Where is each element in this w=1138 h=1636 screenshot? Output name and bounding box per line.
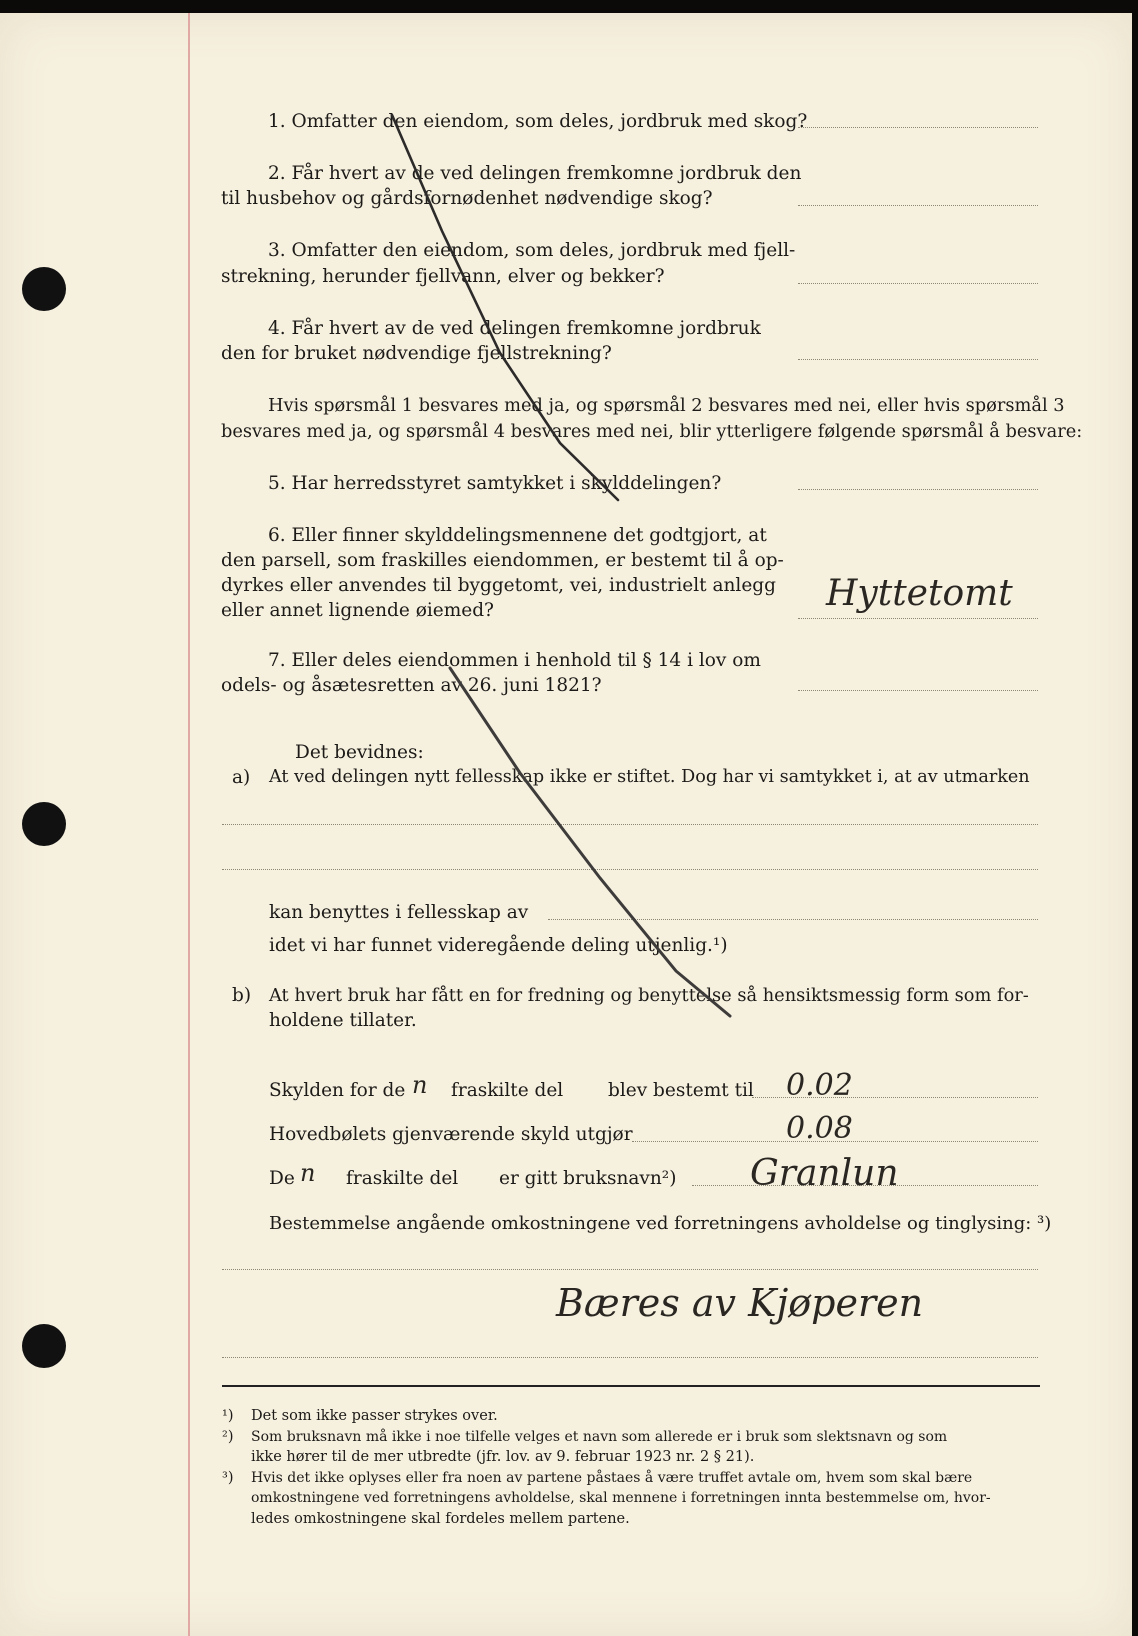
footnote-2-line-2: ikke hører til de mer utbredte (jfr. lov. av 9. februar 1923 nr. 2 § 21). <box>251 1449 755 1465</box>
hoved-value: 0.08 <box>786 1111 853 1146</box>
cost-value: Bæres av Kjøperen <box>556 1281 924 1325</box>
question-4-line-2: den for bruket nødvendige fjellstrekning? <box>221 343 612 364</box>
attest-a-line-2: kan benyttes i fellesskap av <box>269 902 529 923</box>
attest-heading: Det bevidnes: <box>295 742 424 763</box>
question-6-line-1: 6. Eller finner skylddelingsmennene det godtgjort, at <box>268 525 767 546</box>
question-1: 1. Omfatter den eiendom, som deles, jordbruk med skog? <box>268 111 808 132</box>
bruk-label-3: er gitt bruksnavn²) <box>499 1168 677 1189</box>
skyld-handwritten-n: n <box>412 1071 428 1099</box>
hoved-label: Hovedbølets gjenværende skyld utgjør <box>269 1124 633 1145</box>
condition-line-2: besvares med ja, og spørsmål 4 besvares med nei, blir ytterligere følgende spørsmål å besvare: <box>221 421 1083 442</box>
handwritten-answer-6: Hyttetomt <box>826 573 1013 614</box>
footnote-2-line-1: Som bruksnavn må ikke i noe tilfelle velges et navn som allerede er i bruk som slektsnavn og som <box>251 1429 948 1445</box>
attest-b-line-1: At hvert bruk har fått en for fredning og benyttelse så hensiktsmessig form som for- <box>269 985 1029 1006</box>
strike-through-lines <box>0 13 1132 1636</box>
condition-line-1: Hvis spørsmål 1 besvares med ja, og spørsmål 2 besvares med nei, eller hvis spørsmål 3 <box>268 395 1065 416</box>
bruk-handwritten-n: n <box>300 1159 316 1187</box>
footnote-3-mark: ³) <box>222 1470 234 1486</box>
skyld-label-3: blev bestemt til <box>608 1080 754 1101</box>
skyld-label-1: Skylden for de <box>269 1080 406 1101</box>
skyld-value: 0.02 <box>786 1068 853 1103</box>
question-6-line-2: den parsell, som fraskilles eiendommen, er bestemt til å op- <box>221 550 784 571</box>
question-6-line-3: dyrkes eller anvendes til byggetomt, vei, industrielt anlegg <box>221 575 776 596</box>
question-2-line-1: 2. Får hvert av de ved delingen fremkomne jordbruk den <box>268 163 802 184</box>
bruk-label-2: fraskilte del <box>346 1168 459 1189</box>
question-4-line-1: 4. Får hvert av de ved delingen fremkomne jordbruk <box>268 318 761 339</box>
footnote-3-line-3: ledes omkostningene skal fordeles mellem partene. <box>251 1511 630 1527</box>
form-page <box>0 13 1132 1636</box>
footnote-2-mark: ²) <box>222 1429 234 1445</box>
question-6-line-4: eller annet lignende øiemed? <box>221 600 494 621</box>
question-7-line-2: odels- og åsætesretten av 26. juni 1821? <box>221 675 602 696</box>
question-2-line-2: til husbehov og gårdsfornødenhet nødvendige skog? <box>221 188 713 209</box>
question-3-line-1: 3. Omfatter den eiendom, som deles, jordbruk med fjell- <box>268 240 796 261</box>
attest-b-marker: b) <box>232 985 252 1006</box>
bruk-label-1: De <box>269 1168 295 1189</box>
footnote-3-line-2: omkostningene ved forretningens avholdelse, skal mennene i forretningen innta bestemmelse om, hvor- <box>251 1490 991 1506</box>
attest-b-line-2: holdene tillater. <box>269 1010 417 1031</box>
strike-line-lower <box>450 668 730 1016</box>
cost-label: Bestemmelse angående omkostningene ved forretningens avholdelse og tinglysing: ³) <box>269 1213 1052 1234</box>
strike-line-upper <box>392 115 618 500</box>
attest-a-marker: a) <box>232 767 251 788</box>
question-3-line-2: strekning, herunder fjellvann, elver og bekker? <box>221 266 665 287</box>
footnote-1-mark: ¹) <box>222 1408 234 1424</box>
footnote-1: Det som ikke passer strykes over. <box>251 1408 498 1424</box>
skyld-label-2: fraskilte del <box>451 1080 564 1101</box>
bruk-value: Granlun <box>750 1153 899 1194</box>
question-7-line-1: 7. Eller deles eiendommen i henhold til § 14 i lov om <box>268 650 761 671</box>
attest-a-line-1: At ved delingen nytt fellesskap ikke er stiftet. Dog har vi samtykket i, at av utmarken <box>269 767 1030 787</box>
attest-a-line-3: idet vi har funnet videregående deling utjenlig.¹) <box>269 935 728 956</box>
footnote-3-line-1: Hvis det ikke oplyses eller fra noen av partene påstaes å være truffet avtale om, hvem som skal bære <box>251 1470 973 1486</box>
question-5: 5. Har herredsstyret samtykket i skylddelingen? <box>268 473 722 494</box>
